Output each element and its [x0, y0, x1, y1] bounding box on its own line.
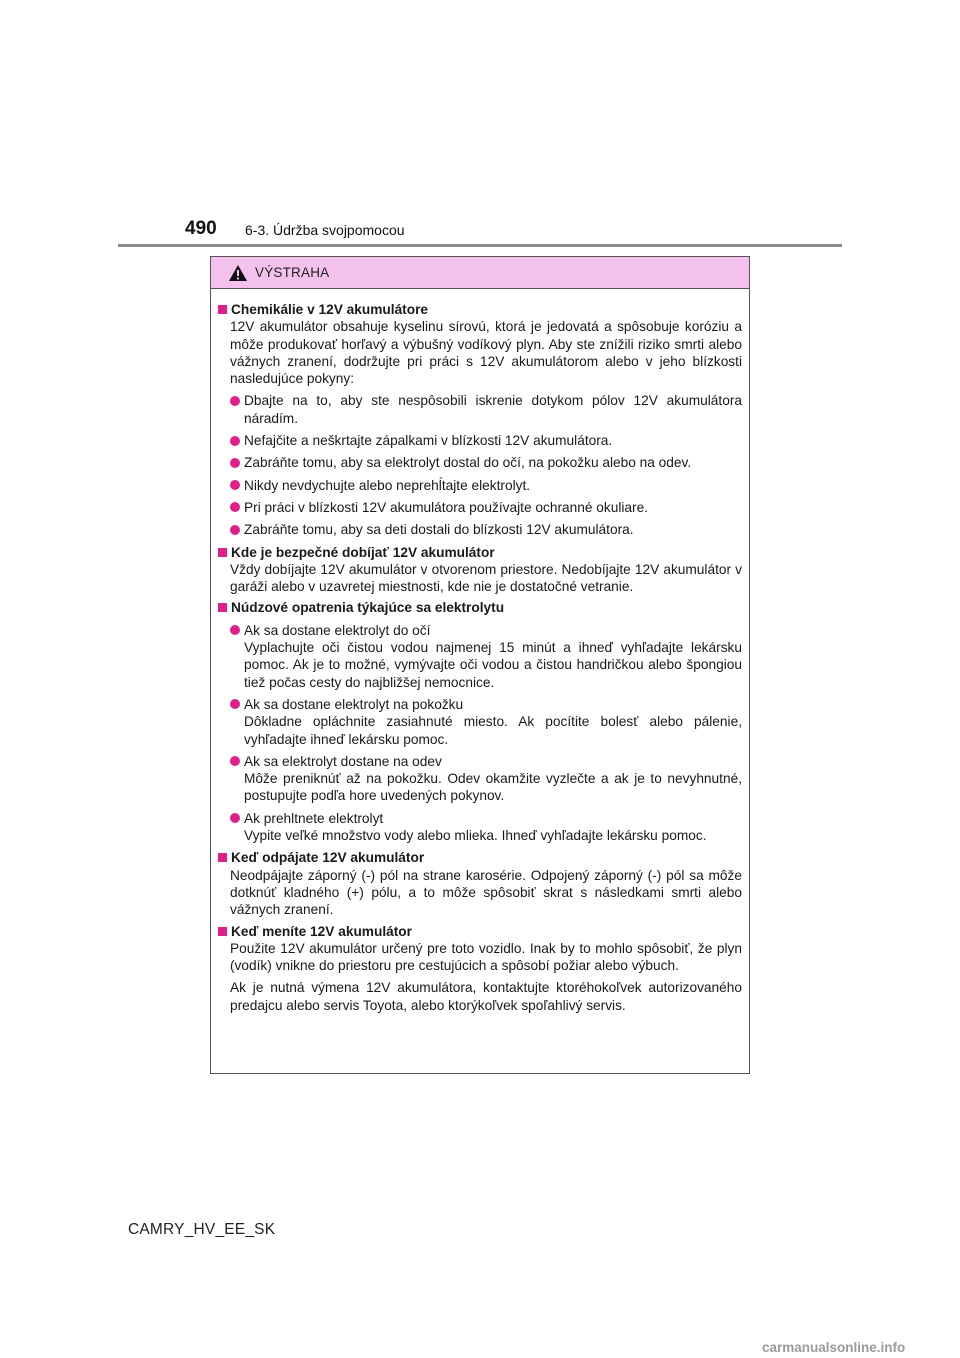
list-item-text: [244, 696, 742, 748]
section-heading: [218, 849, 742, 866]
round-bullet-icon: [230, 525, 240, 535]
list-item-text: [244, 432, 742, 449]
list-item: [230, 521, 742, 538]
list-item-title: Nikdy nevdychujte alebo neprehĺtajte elektrolyt.: [244, 477, 531, 493]
list-item-title: Ak sa dostane elektrolyt na pokožku: [244, 696, 464, 712]
section-heading: [218, 599, 742, 616]
warning-section: [218, 301, 742, 539]
warning-section: [218, 544, 742, 596]
list-item: [230, 622, 742, 691]
list-item-title: Pri práci v blízkosti 12V akumulátora používajte ochranné okuliare.: [244, 499, 648, 515]
section-heading-text: Kde je bezpečné dobíjať 12V akumulátor: [231, 544, 495, 560]
list-item-title: Ak sa elektrolyt dostane na odev: [244, 753, 442, 769]
section-heading-text: Keď odpájate 12V akumulátor: [231, 850, 425, 866]
list-item-text: [244, 753, 742, 805]
list-item: [230, 810, 742, 845]
round-bullet-icon: [230, 458, 240, 468]
warning-header: [211, 257, 749, 289]
list-item-title: Nefajčite a neškrtajte zápalkami v blízkosti 12V akumulátora.: [244, 433, 613, 449]
watermark: carmanualsonline.info: [762, 1340, 906, 1355]
section-paragraph: Vždy dobíjajte 12V akumulátor v otvorenom priestore. Nedobíjajte 12V akumulátor v garáži alebo v uzavretej miestnosti, kde nie je dostatočné vetranie.: [230, 561, 742, 595]
list-item: [230, 454, 742, 471]
square-bullet-icon: [218, 603, 227, 612]
list-item-text: [244, 454, 742, 471]
warning-section: [218, 599, 742, 844]
list-item: [230, 696, 742, 748]
warning-title: VÝSTRAHA: [255, 265, 330, 280]
round-bullet-icon: [230, 699, 240, 709]
list-item-description: Môže preniknúť až na pokožku. Odev okamžite vyzlečte a ak je to nevyhnutné, postupujte podľa hore uvedených pokynov.: [244, 771, 742, 804]
list-item-text: [244, 521, 742, 538]
square-bullet-icon: [218, 548, 227, 557]
round-bullet-icon: [230, 813, 240, 823]
round-bullet-icon: [230, 502, 240, 512]
list-item-text: [244, 392, 742, 427]
section-paragraph: Neodpájajte záporný (-) pól na strane karosérie. Odpojený záporný (-) pól sa môže dotknúť kladného (+) pólu, a to môže spôsobiť skrat s následkami smrti alebo vážnych zranení.: [230, 867, 742, 918]
section-paragraph: Ak je nutná výmena 12V akumulátora, kontaktujte ktoréhokoľvek autorizovaného predajcu alebo servis Toyota, alebo ktorýkoľvek spoľahlivý servis.: [230, 980, 742, 1013]
list-item-title: Zabráňte tomu, aby sa deti dostali do blízkosti 12V akumulátora.: [244, 522, 634, 538]
round-bullet-icon: [230, 625, 240, 635]
warning-section: [218, 923, 742, 1014]
list-item: [230, 432, 742, 449]
warning-body: [211, 289, 749, 1014]
list-item-text: [244, 477, 742, 494]
section-heading: [218, 301, 742, 318]
section-title: 6-3. Údržba svojpomocou: [245, 222, 405, 238]
header-rule: [118, 244, 842, 247]
list-item-text: [244, 499, 742, 516]
section-heading-text: Chemikálie v 12V akumulátore: [231, 302, 429, 317]
section-heading-text: Núdzové opatrenia týkajúce sa elektrolytu: [231, 600, 505, 616]
list-item-text: [244, 810, 742, 845]
list-item-description: Vyplachujte oči čistou vodou najmenej 15 minút a ihneď vyhľadajte lekársku pomoc. Ak je to možné, vymývajte oči vodou a čistou handričkou alebo špongiou tiež počas cesty do najbližšej nemocnice.: [244, 640, 742, 690]
list-item-title: Ak prehltnete elektrolyt: [244, 810, 384, 826]
section-paragraph: Použite 12V akumulátor určený pre toto vozidlo. Inak by to mohlo spôsobiť, že plyn (vodík) vnikne do priestoru pre cestujúcich a spôsobí požiar alebo výbuch.: [230, 940, 742, 974]
warning-box: [210, 256, 750, 1074]
square-bullet-icon: [218, 927, 227, 936]
list-item: [230, 477, 742, 494]
list-item-description: Dôkladne opláchnite zasiahnuté miesto. Ak pocítite bolesť alebo pálenie, vyhľadajte ihneď lekársku pomoc.: [244, 714, 742, 747]
list-item-title: Zabráňte tomu, aby sa elektrolyt dostal do očí, na pokožku alebo na odev.: [244, 455, 692, 471]
section-heading: [218, 923, 742, 940]
list-item-text: [244, 622, 742, 691]
list-item-title: Ak sa dostane elektrolyt do očí: [244, 622, 431, 638]
list-item: [230, 499, 742, 516]
warning-triangle-icon: [228, 264, 248, 282]
list-item-title: Dbajte na to, aby ste nespôsobili iskrenie dotykom pólov 12V akumulátora náradím.: [244, 393, 742, 426]
round-bullet-icon: [230, 436, 240, 446]
square-bullet-icon: [218, 305, 227, 314]
square-bullet-icon: [218, 853, 227, 862]
bullet-list: [230, 622, 742, 845]
bullet-list: [230, 392, 742, 538]
list-item-description: Vypite veľké množstvo vody alebo mlieka. Ihneď vyhľadajte lekársku pomoc.: [244, 828, 707, 844]
section-heading: [218, 544, 742, 561]
page-number: 490: [185, 218, 217, 239]
round-bullet-icon: [230, 480, 240, 490]
round-bullet-icon: [230, 396, 240, 406]
section-heading-text: Keď meníte 12V akumulátor: [231, 923, 412, 939]
section-paragraph: 12V akumulátor obsahuje kyselinu sírovú, ktorá je jedovatá a spôsobuje koróziu a môže produkovať horľavý a výbušný vodíkový plyn. Aby ste znížili riziko smrti alebo vážnych zranení, dodržujte pri práci s 12V akumulátorom alebo v jeho blízkosti nasledujúce pokyny:: [230, 319, 742, 387]
warning-section: [218, 849, 742, 918]
round-bullet-icon: [230, 756, 240, 766]
document-code: CAMRY_HV_EE_SK: [128, 1221, 276, 1238]
list-item: [230, 392, 742, 427]
list-item: [230, 753, 742, 805]
